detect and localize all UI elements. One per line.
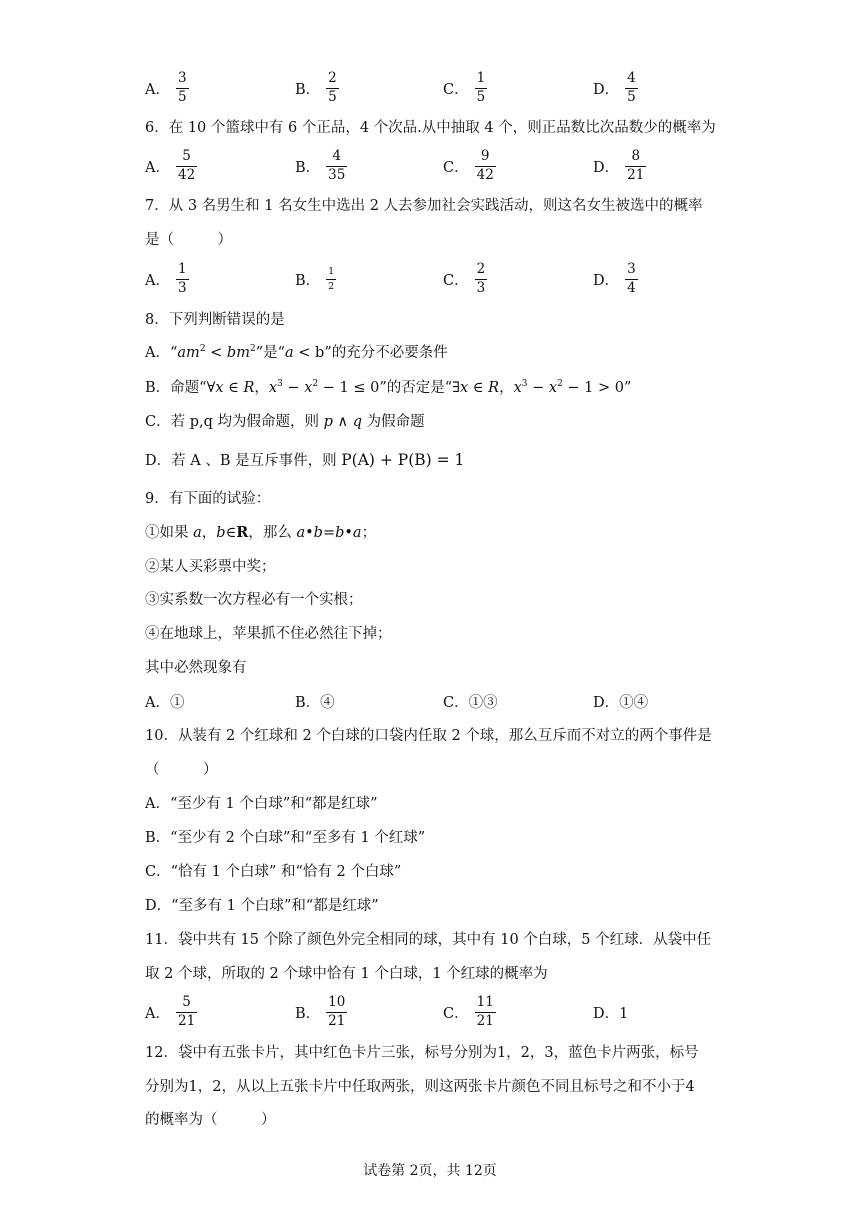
fraction: $\frac{9}{42}$ [476, 148, 494, 183]
q12-text-line3: 的概率为（ ） [145, 1112, 276, 1128]
q5-option-a[interactable]: A． $\frac{3}{5}$ [145, 70, 187, 105]
q10-text-line2: （ ） [145, 762, 218, 778]
q9-option-c[interactable]: C．①③ [443, 694, 498, 711]
q9-text: 9．有下面的试验： [145, 491, 271, 507]
fraction: $\frac{4}{35}$ [328, 148, 346, 183]
fraction: $\frac{4}{5}$ [627, 70, 636, 105]
q9-item-2: ②某人买彩票中奖； [145, 559, 276, 575]
fraction: $\frac{1}{3}$ [177, 261, 187, 296]
q9-option-a[interactable]: A．① [145, 694, 185, 711]
fraction: $\frac{2}{3}$ [476, 261, 486, 296]
q10-text-line1: 10．从装有 2 个红球和 2 个白球的口袋内任取 2 个球，那么互斥而不对立的两个事件是 [145, 728, 712, 744]
fraction: $\frac{5}{21}$ [177, 994, 196, 1029]
q11-option-d[interactable]: D．1 [593, 1005, 629, 1022]
q9-item-3: ③实系数一次方程必有一个实根； [145, 592, 363, 608]
fraction: $\frac{5}{42}$ [177, 148, 196, 183]
q6-option-b[interactable]: B． $\frac{4}{35}$ [295, 148, 346, 183]
fraction: $\frac{8}{21}$ [627, 148, 645, 183]
fraction: $\frac{11}{21}$ [476, 994, 494, 1029]
fraction: $\frac{2}{5}$ [328, 70, 337, 105]
q7-options [145, 259, 705, 299]
q10-option-d[interactable]: D．“至多有 1 个白球”和“都是红球” [145, 898, 379, 914]
fraction: $\frac{1}{5}$ [476, 70, 486, 105]
q7-text-line1: 7．从 3 名男生和 1 名女生中选出 2 人去参加社会实践活动，则这名女生被选中的概率 [145, 198, 703, 214]
q7-option-d[interactable]: D． $\frac{3}{4}$ [593, 261, 636, 296]
q9-item-4: ④在地球上，苹果抓不住必然往下掉； [145, 626, 392, 642]
q8-option-a[interactable]: A．“$am^2 < bm^2$”是“a < b”的充分不必要条件 [145, 344, 448, 361]
q11-option-b[interactable]: B． $\frac{10}{21}$ [295, 994, 346, 1029]
q7-option-c[interactable]: C． $\frac{2}{3}$ [443, 261, 486, 296]
q11-option-a[interactable]: A． $\frac{5}{21}$ [145, 994, 196, 1029]
q5-option-b[interactable]: B． $\frac{2}{5}$ [295, 70, 337, 105]
fraction: $\frac{3}{5}$ [177, 70, 187, 105]
fraction: $\frac{1}{2}$ [328, 266, 335, 292]
q6-option-c[interactable]: C． $\frac{9}{42}$ [443, 148, 494, 183]
q10-option-b[interactable]: B．“至少有 2 个白球”和“至多有 1 个红球” [145, 830, 426, 846]
q5-options [145, 68, 705, 108]
q8-option-c[interactable]: C．若 p,q 均为假命题，则 p ∧ q 为假命题 [145, 414, 425, 430]
q6-options [145, 146, 705, 186]
q11-text-line2: 取 2 个球，所取的 2 个球中恰有 1 个白球，1 个红球的概率为 [145, 966, 548, 982]
page-footer: 试卷第 2页，共 12页 [363, 1163, 497, 1179]
q5-option-c[interactable]: C． $\frac{1}{5}$ [443, 70, 486, 105]
q9-item-1: ①如果 a，b∈R，那么 a•b=b•a； [145, 524, 377, 541]
q11-option-c[interactable]: C． $\frac{11}{21}$ [443, 994, 494, 1029]
q10-option-a[interactable]: A．“至少有 1 个白球”和“都是红球” [145, 796, 378, 812]
q6-option-d[interactable]: D． $\frac{8}{21}$ [593, 148, 645, 183]
q7-text-line2: 是（ ） [145, 232, 232, 248]
q9-option-d[interactable]: D．①④ [593, 694, 649, 711]
q8-option-d[interactable]: D．若 A 、B 是互斥事件，则 P(A) + P(B) = 1 [145, 451, 465, 469]
q11-text-line1: 11．袋中共有 15 个除了颜色外完全相同的球，其中有 10 个白球，5 个红球．从袋中任 [145, 932, 712, 948]
q12-text-line1: 12．袋中有五张卡片，其中红色卡片三张，标号分别为1，2，3，蓝色卡片两张，标号 [145, 1045, 699, 1061]
q9-option-b[interactable]: B．④ [295, 694, 335, 711]
fraction: $\frac{10}{21}$ [328, 994, 346, 1029]
q5-option-d[interactable]: D． $\frac{4}{5}$ [593, 70, 636, 105]
q6-text: 6．在 10 个篮球中有 6 个正品，4 个次品.从中抽取 4 个，则正品数比次品数少的概率为 [145, 120, 716, 136]
q6-option-a[interactable]: A． $\frac{5}{42}$ [145, 148, 196, 183]
q12-text-line2: 分别为1，2，从以上五张卡片中任取两张，则这两张卡片颜色不同且标号之和不小于4 [145, 1079, 695, 1095]
q7-option-a[interactable]: A． $\frac{1}{3}$ [145, 261, 187, 296]
fraction: $\frac{3}{4}$ [627, 261, 636, 296]
q7-option-b[interactable]: B． $\frac{1}{2}$ [295, 266, 335, 292]
q8-text: 8．下列判断错误的是 [145, 312, 285, 328]
q11-options [145, 992, 705, 1032]
q10-option-c[interactable]: C．“恰有 1 个白球” 和“恰有 2 个白球” [145, 864, 402, 880]
q8-option-b[interactable]: B．命题“∀x ∈ R，$x^3 - x^2 - 1 \le 0$”的否定是“∃x ∈ R，$x^3 - x^2 - 1 > 0$” [145, 379, 632, 396]
q9-tail: 其中必然现象有 [145, 660, 247, 676]
q9-options [145, 681, 705, 721]
